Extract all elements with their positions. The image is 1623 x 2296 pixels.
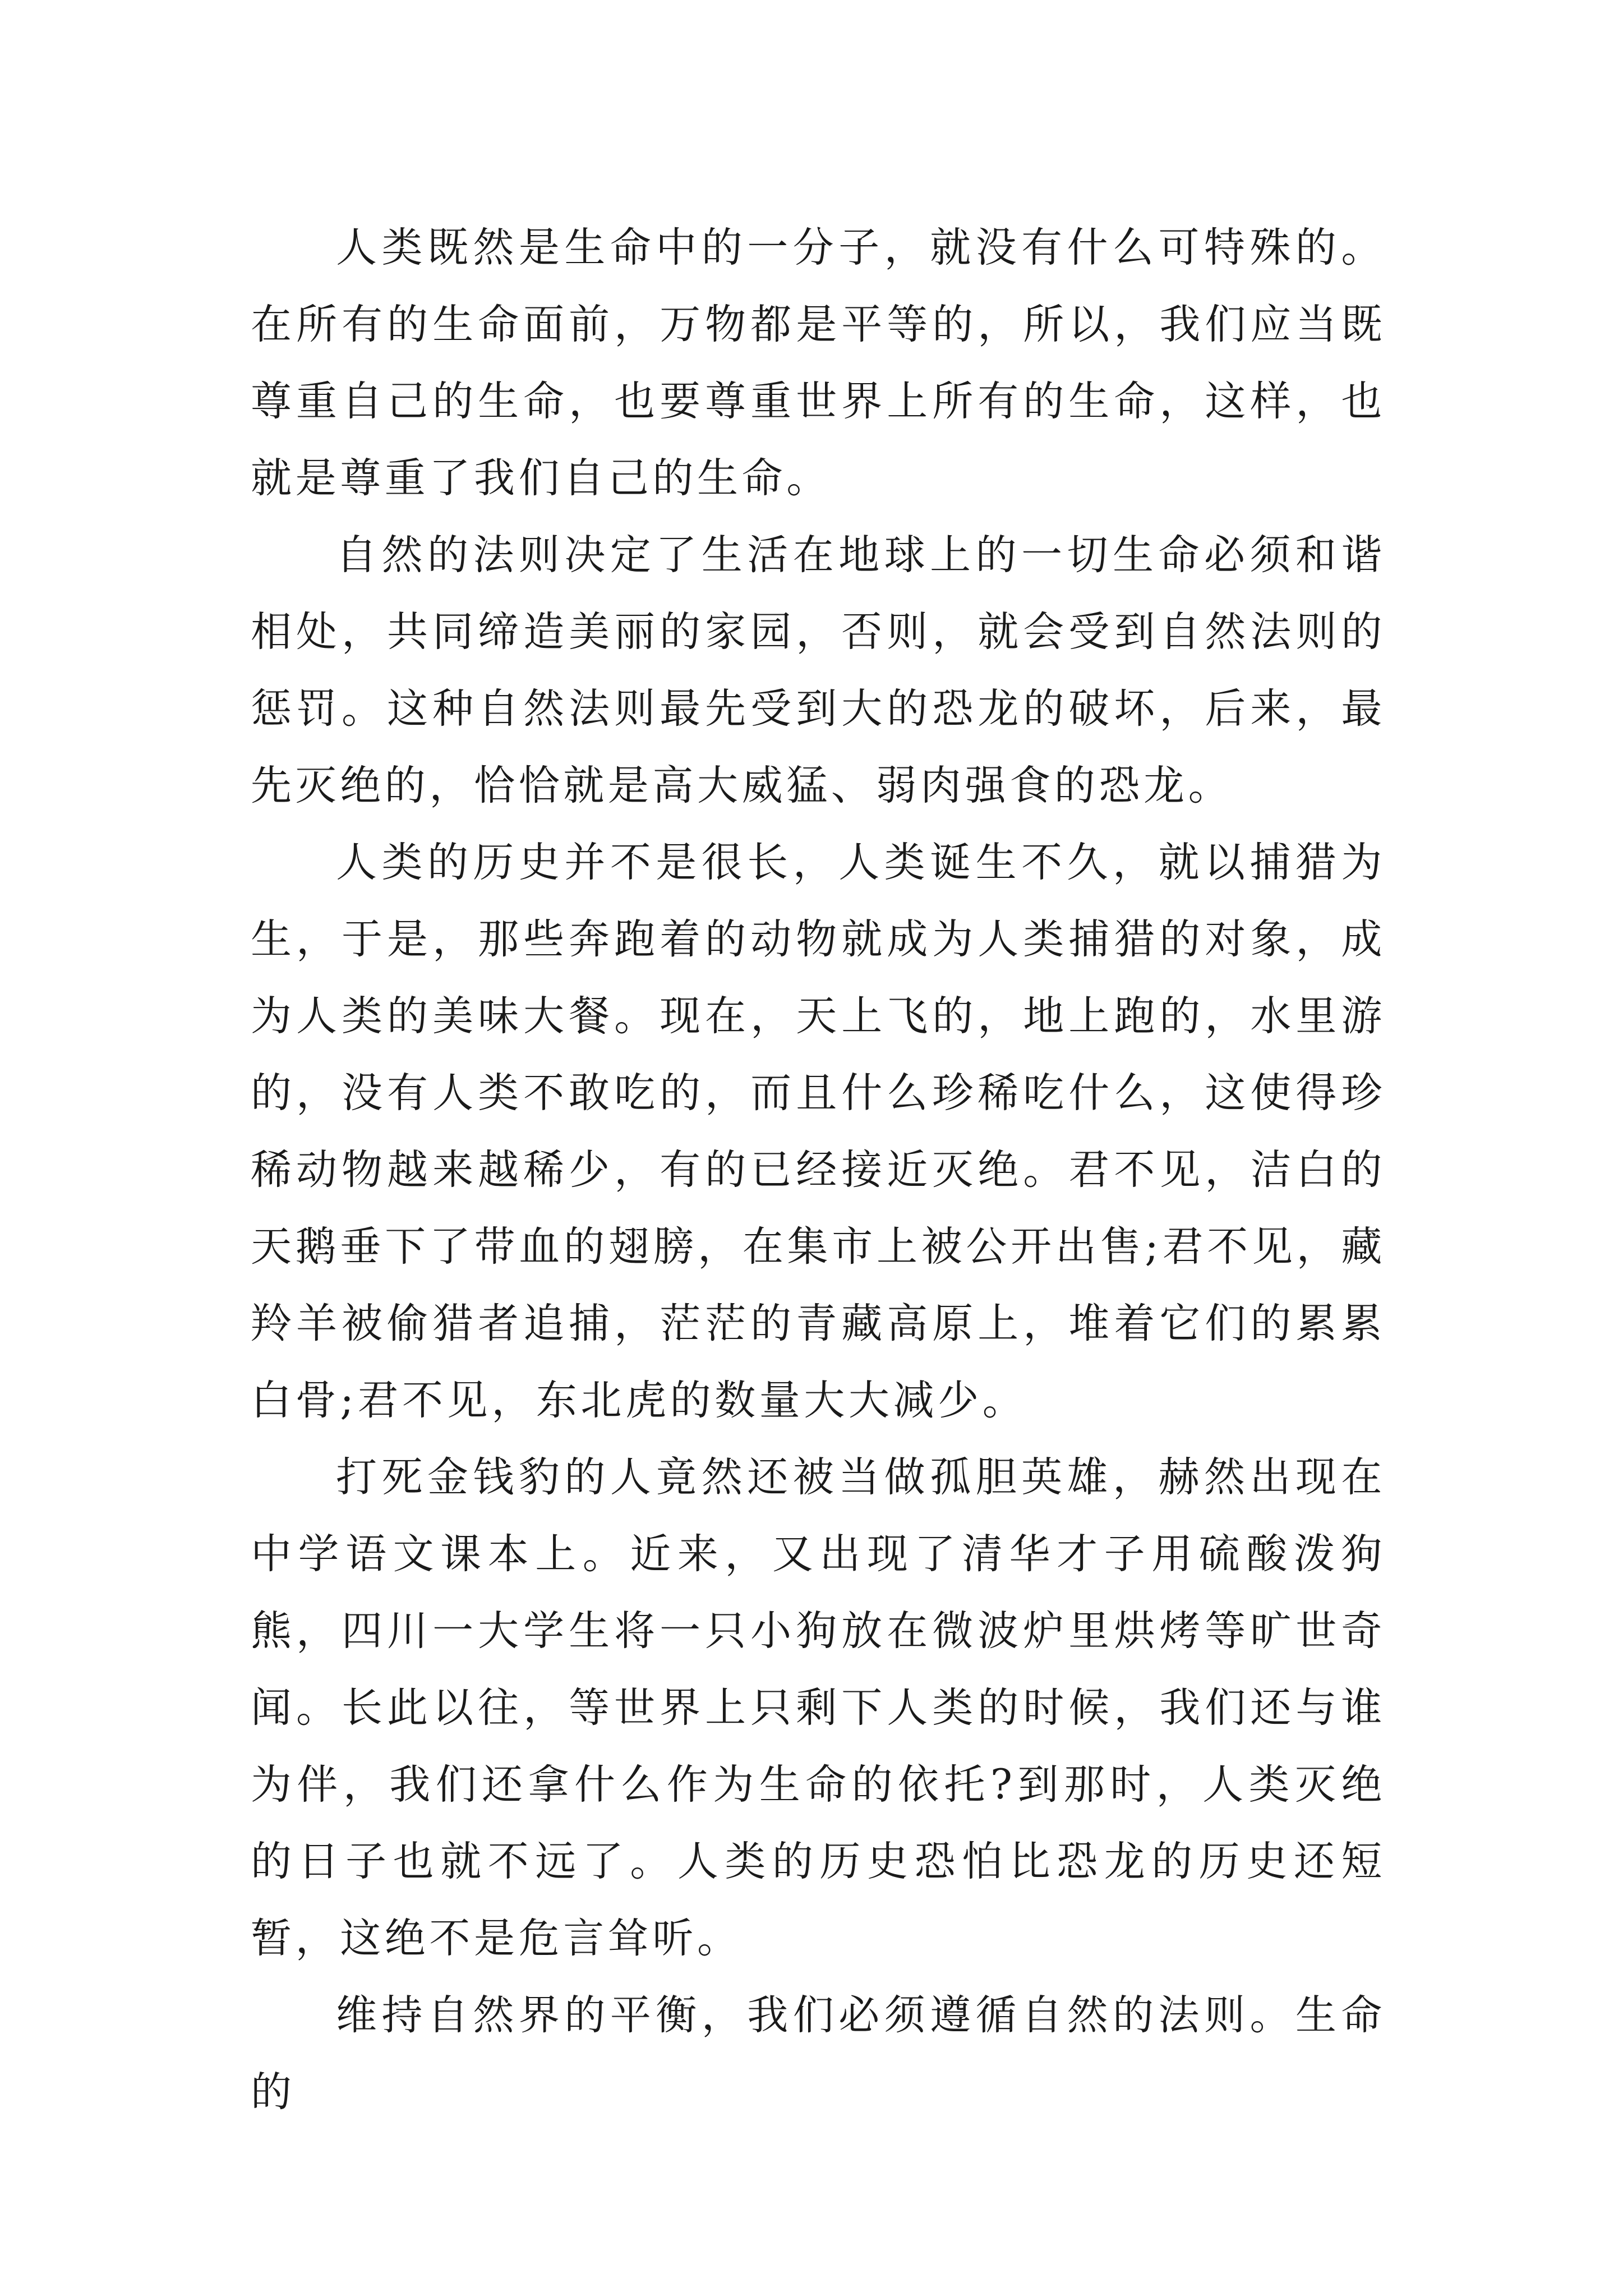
paragraph: 人类的历史并不是很长，人类诞生不久，就以捕猎为生，于是，那些奔跑着的动物就成为人类捕猎的对象，成为人类的美味大餐。现在，天上飞的，地上跑的，水里游的，没有人类不敢吃的，而且什么珍稀吃什么，这使得珍稀动物越来越稀少，有的已经接近灭绝。君不见，洁白的天鹅垂下了带血的翅膀，在集市上被公开出售;君不见，藏羚羊被偷猎者追捕，茫茫的青藏高原上，堆着它们的累累白骨;君不见，东北虎的数量大大减少。 [251,839,1386,1424]
paragraph: 维持自然界的平衡，我们必须遵循自然的法则。生命的 [251,1991,1386,2116]
paragraph: 自然的法则决定了生活在地球上的一切生命必须和谐相处，共同缔造美丽的家园，否则，就会受到自然法则的惩罚。这种自然法则最先受到大的恐龙的破坏，后来，最先灭绝的，恰恰就是高大威猛、弱肉强食的恐龙。 [251,531,1386,809]
paragraph: 打死金钱豹的人竟然还被当做孤胆英雄，赫然出现在中学语文课本上。近来，又出现了清华才子用硫酸泼狗熊，四川一大学生将一只小狗放在微波炉里烘烤等旷世奇闻。长此以往，等世界上只剩下人类的时候，我们还与谁为伴，我们还拿什么作为生命的依托?到那时，人类灭绝的日子也就不远了。人类的历史恐怕比恐龙的历史还短暂，这绝不是危言耸听。 [251,1453,1386,1962]
body-text [251,209,1386,2131]
paragraph: 人类既然是生命中的一分子，就没有什么可特殊的。在所有的生命面前，万物都是平等的，所以，我们应当既尊重自己的生命，也要尊重世界上所有的生命，这样，也就是尊重了我们自己的生命。 [251,224,1386,502]
